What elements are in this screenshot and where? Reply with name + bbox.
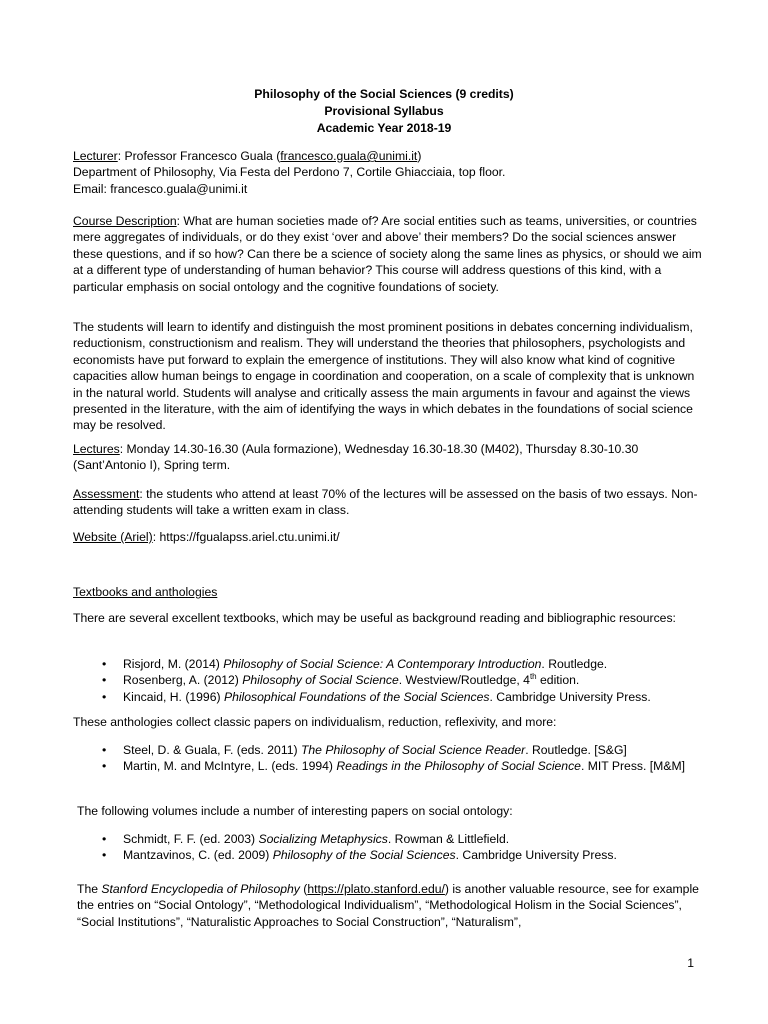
course-description-paragraph-2: The students will learn to identify and distinguish the most prominent positions in debates concerning individualism, reductionism, constructionism and realism. They will understand the theories that philosophers, psychologists and economists have put forward to explain the emergence of institutions. They will also know what kind of cognitive capacities allow human beings to engage in coordination and cooperation, on a scale of complexity that is unknown in the natural world. Students will analyse and critically assess the main arguments in favour and against the views presented in the literature, with the aim of identifying the ways in which debates in the foundations of social science may be resolved. <box>73 320 695 433</box>
title-block <box>0 86 768 137</box>
lecturer-block <box>73 148 705 197</box>
item-publisher: . Rowman & Littlefield. <box>387 832 510 846</box>
sep-paren-open: ( <box>299 882 308 896</box>
bullet-icon: • <box>102 832 107 846</box>
lecturer-label: Lecturer <box>73 149 118 163</box>
item-superscript: th <box>529 672 537 682</box>
department-line: Department of Philosophy, Via Festa del Perdono 7, Cortile Ghiacciaia, top floor. <box>73 165 506 180</box>
syllabus-subtitle: Provisional Syllabus <box>324 104 444 118</box>
textbooks-heading: Textbooks and anthologies <box>73 585 218 599</box>
sep-paragraph <box>77 881 707 930</box>
lectures-label: Lectures <box>73 442 120 456</box>
website-text: : https://fgualapss.ariel.ctu.unimi.it/ <box>152 530 340 544</box>
sep-title: Stanford Encyclopedia of Philosophy <box>101 882 300 896</box>
textbook-list <box>73 656 705 705</box>
item-title: Philosophical Foundations of the Social Sciences <box>223 689 490 704</box>
anthology-list <box>73 742 705 775</box>
item-authors: Kincaid, H. (1996) <box>123 689 224 704</box>
page-number: 1 <box>687 956 694 970</box>
item-title: Philosophy of Social Science: A Contemporary Introduction <box>223 657 542 671</box>
item-edition: edition. <box>536 673 580 688</box>
bullet-icon: • <box>102 759 107 774</box>
lectures-text: : Monday 14.30-16.30 (Aula formazione), Wednesday 16.30-18.30 (M402), Thursday 8.30-10.30 (Sant’Antonio I), Spring term. <box>73 442 639 473</box>
sep-prefix: The <box>77 882 102 896</box>
lectures-block <box>73 441 705 474</box>
lecturer-name: : Professor Francesco Guala ( <box>117 149 281 163</box>
item-title: Readings in the Philosophy of Social Science <box>336 759 581 774</box>
item-publisher: . Westview/Routledge, 4 <box>398 673 530 688</box>
website-label: Website (Ariel) <box>73 530 153 544</box>
item-publisher: . Routledge. [S&G] <box>525 743 627 757</box>
lecturer-email-link[interactable]: francesco.guala@unimi.it <box>280 149 418 163</box>
assessment-label: Assessment <box>73 487 140 501</box>
list-item <box>73 742 705 758</box>
item-authors: Martin, M. and McIntyre, L. (eds. 1994) <box>123 759 337 774</box>
item-title: Socializing Metaphysics <box>258 832 388 846</box>
list-item <box>73 689 705 705</box>
website-block <box>73 529 705 545</box>
item-authors: Mantzavinos, C. (ed. 2009) <box>123 848 273 863</box>
item-publisher: . Cambridge University Press. <box>489 689 651 704</box>
email-line: Email: francesco.guala@unimi.it <box>73 181 248 196</box>
item-publisher: . Cambridge University Press. <box>455 848 617 863</box>
item-title: The Philosophy of Social Science Reader <box>300 743 526 757</box>
bullet-icon: • <box>102 848 107 863</box>
list-item <box>73 847 705 863</box>
list-item <box>73 672 705 688</box>
course-title: Philosophy of the Social Sciences (9 credits) <box>254 87 514 101</box>
course-description-label: Course Description <box>73 214 177 228</box>
academic-year: Academic Year 2018-19 <box>316 121 452 135</box>
bullet-icon: • <box>102 689 107 704</box>
bullet-icon: • <box>102 743 107 757</box>
item-publisher: . MIT Press. [M&M] <box>580 759 686 774</box>
bullet-icon: • <box>102 673 107 688</box>
course-description-text: : What are human societies made of? Are social entities such as teams, universities, or countries mere aggregates of individuals, or do they exist ‘over and above’ their members? Do the social sciences answer these questions, and if so how? Can there be a science of society along the same lines as physics, or should we aim at a different type of understanding of human behavior? This course will address questions of this kind, with a particular emphasis on social ontology and the cognitive foundations of society. <box>73 214 702 294</box>
item-authors: Schmidt, F. F. (ed. 2003) <box>123 832 259 846</box>
lecturer-paren-close: ) <box>417 149 422 163</box>
list-item <box>73 758 705 774</box>
lecturer-line <box>73 148 705 164</box>
item-authors: Rosenberg, A. (2012) <box>123 673 243 688</box>
sep-text: ) is another valuable resource, see for example the entries on “Social Ontology”, “Methodological Individualism”, “Methodological Holism in the Social Sciences”, “Social Institutions”, “Naturalistic Approaches to Social Construction”, “Naturalism”, <box>77 882 699 929</box>
sep-link[interactable]: https://plato.stanford.edu/ <box>307 882 445 896</box>
list-item <box>73 831 705 847</box>
item-title: Philosophy of the Social Sciences <box>272 848 456 863</box>
assessment-text: : the students who attend at least 70% of the lectures will be assessed on the basis of two essays. Non-attending students will take a written exam in class. <box>73 487 698 518</box>
textbooks-intro: There are several excellent textbooks, which may be useful as background reading and bibliographic resources: <box>73 611 676 625</box>
course-description <box>73 213 705 295</box>
anthologies-intro: These anthologies collect classic papers on individualism, reduction, reflexivity, and more: <box>73 715 557 729</box>
ontology-intro: The following volumes include a number of interesting papers on social ontology: <box>77 804 513 818</box>
item-authors: Risjord, M. (2014) <box>123 657 224 671</box>
item-publisher: . Routledge. <box>541 657 608 671</box>
item-title: Philosophy of Social Science <box>242 673 399 688</box>
list-item <box>73 656 705 672</box>
item-authors: Steel, D. & Guala, F. (eds. 2011) <box>123 743 301 757</box>
bullet-icon: • <box>102 657 107 671</box>
ontology-list <box>73 831 705 864</box>
assessment-block <box>73 486 705 519</box>
